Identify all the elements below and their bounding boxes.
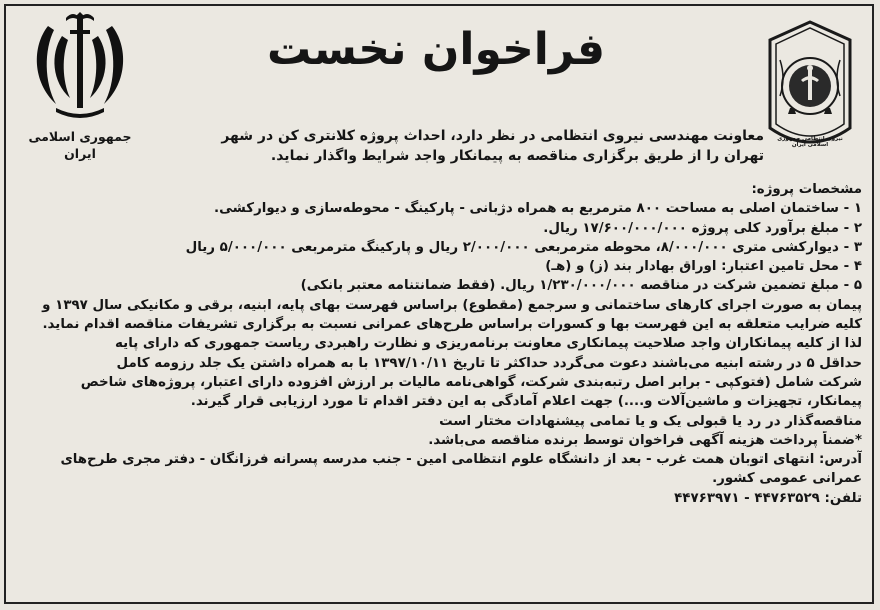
spec-item-4: ۴ - محل تامین اعتبار: اوراق بهادار بند (ز) و (هـ) [545, 259, 862, 275]
intro-line-1: معاونت مهندسی نیروی انتظامی در نظر دارد، احداث پروژه کلانتری کن در شهر [221, 128, 764, 144]
iran-emblem-icon [30, 12, 130, 124]
body-line: پیمانکار، تجهیزات و ماشین‌آلات و....) جهت اعلام آمادگی به این دفتر اقدام تا مورد ارزیابی قرار گیرند. [190, 394, 862, 410]
address-line-2: عمرانی عمومی کشور. [712, 471, 862, 487]
spec-item-5: ۵ - مبلغ تضمین شرکت در مناقصه ۱/۲۳۰/۰۰۰/۰۰۰ ریال. (فقط ضمانتنامه معتبر بانکی) [300, 278, 862, 294]
spec-item-1: ۱ - ساختمان اصلی به مساحت ۸۰۰ مترمربع به همراه دژبانی - پارکینگ - محوطه‌سازی و دیوارکشی. [214, 201, 862, 217]
intro-paragraph [146, 126, 764, 166]
fee-note: *ضمناً پرداخت هزینه آگهی فراخوان توسط برنده مناقصه می‌باشد. [428, 432, 862, 448]
section-heading: مشخصات پروژه: [751, 182, 862, 197]
phone-line: تلفن: ۴۴۷۶۳۵۲۹ - ۴۴۷۶۳۹۷۱ [674, 490, 862, 506]
body-line: لذا از کلیه پیمانکاران واجد صلاحیت پیمانکاری معاونت برنامه‌ریزی و نظارت راهبردی ریاست جمهوری که دارای پایه [115, 336, 862, 352]
emblem-caption-line1: جمهوری اسلامی [28, 129, 132, 144]
police-seal [760, 18, 860, 158]
iran-emblem [20, 12, 140, 172]
spec-item-2: ۲ - مبلغ برآورد کلی پروژه ۱۷/۶۰۰/۰۰۰/۰۰۰ ریال. [543, 220, 862, 236]
notice-title: فراخوان نخست [266, 24, 606, 75]
emblem-caption-line2: ایران [64, 146, 96, 161]
body-line: مناقصه‌گذار در رد یا قبولی یک و یا تمامی پیشنهادات مختار است [439, 413, 862, 429]
seal-caption: نیروی انتظامی جمهوری اسلامی ایران [777, 136, 843, 148]
body-line: شرکت شامل (فتوکپی - برابر اصل رتبه‌بندی شرکت، گواهی‌نامه مالیات بر ارزش افزوده دارای اعتبار، پروژه‌های شاخص [80, 374, 862, 390]
body-line: کلیه ضرایب متعلقه به این فهرست بها و کسورات براساس طرح‌های عمرانی نسبت به برگزاری تشریفات مناقصه اقدام نماید. [42, 317, 862, 333]
notice-frame [4, 4, 874, 604]
body-line: پیمان به صورت اجرای کارهای ساختمانی و سرجمع (مقطوع) براساس فهرست بهای پایه، ابنیه، برقی و مکانیکی سال ۱۳۹۷ و [42, 297, 862, 313]
body-line: حداقل ۵ در رشته ابنیه می‌باشند دعوت می‌گردد حداکثر تا تاریخ ۱۳۹۷/۱۰/۱۱ با به همراه داشتن یک جلد رزومه کامل [116, 355, 862, 371]
intro-line-2: تهران را از طریق برگزاری مناقصه به پیمانکار واجد شرایط واگذار نماید. [270, 148, 764, 164]
address-line-1: آدرس: انتهای اتوبان همت غرب - بعد از دانشگاه علوم انتظامی امین - جنب مدرسه پسرانه فرزانگان - دفتر مجری طرح‌های [60, 452, 862, 468]
spec-item-3: ۳ - دیوارکشی متری ۸/۰۰۰/۰۰۰، محوطه مترمربعی ۲/۰۰۰/۰۰۰ ریال و پارکینگ مترمربعی ۵/۰۰۰/۰۰۰ ریال [185, 239, 862, 255]
notice-body [20, 180, 862, 508]
